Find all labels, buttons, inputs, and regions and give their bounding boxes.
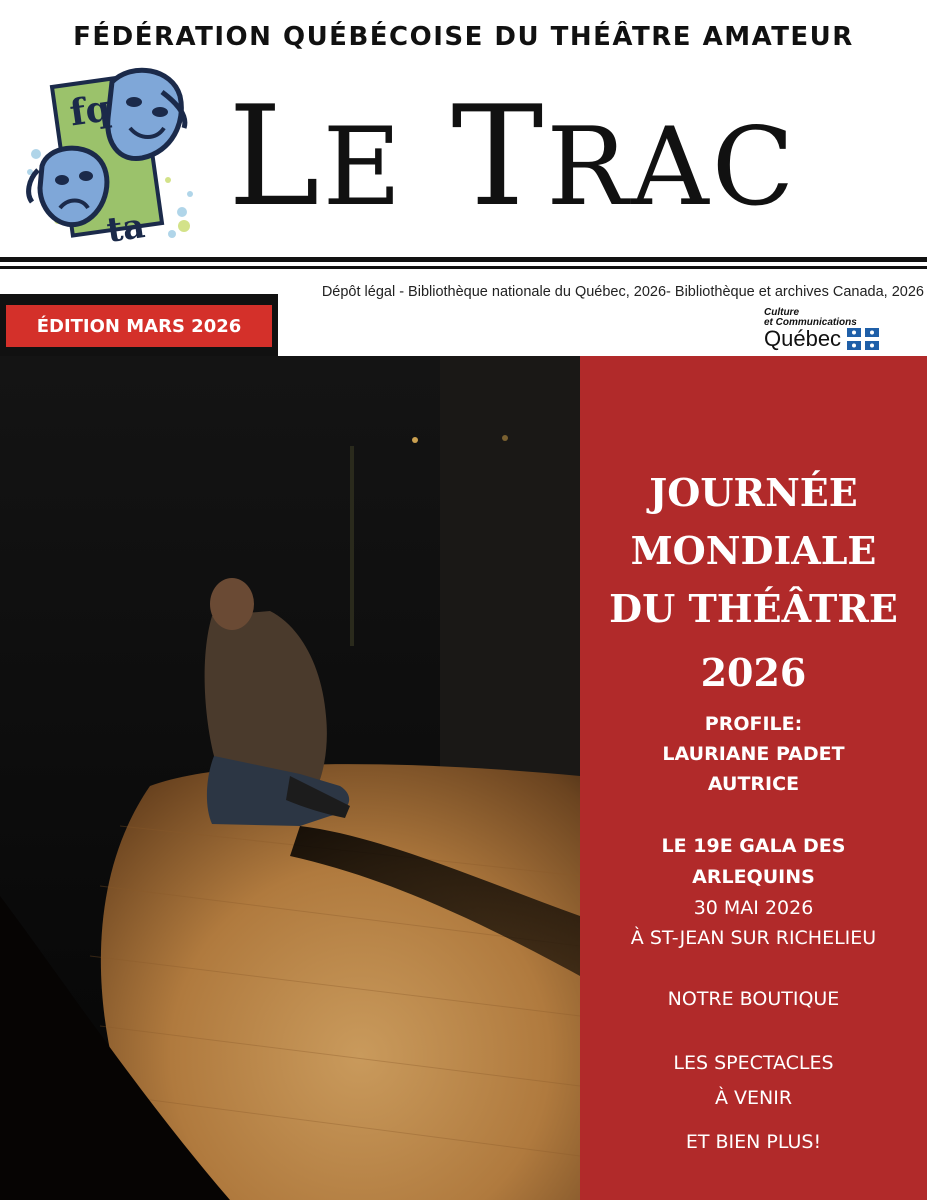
gala-place: À ST-JEAN SUR RICHELIEU [630,927,877,949]
sponsor-line-1: Culture [764,307,799,318]
legal-notice: Dépôt légal - Bibliothèque nationale du Québec, 2026- Bibliothèque et archives Canada, 2026 [321,284,924,300]
profile-role: AUTRICE [707,773,800,795]
title-letter-E: E [322,105,405,230]
masthead-title [228,76,798,243]
logo-text-bottom: ta [104,206,148,251]
header-rule-thick [0,257,927,262]
logo-text-top: fq [67,87,114,135]
shows-line-2: À VENIR [714,1087,793,1109]
gala-date: 30 MAI 2026 [693,897,814,919]
headline-year: 2026 [700,650,807,695]
title-letters-rac: RAC [546,105,798,230]
feature-panel [580,356,927,1200]
edition-badge: ÉDITION MARS 2026 [6,305,272,347]
gala-line-1: LE 19E GALA DES [661,835,846,857]
organization-name: FÉDÉRATION QUÉBÉCOISE DU THÉÂTRE AMATEUR [73,22,854,52]
headline-line-1: JOURNÉE [649,470,858,515]
headline-line-3: DU THÉÂTRE [609,586,898,631]
shows-line-1: LES SPECTACLES [673,1052,834,1074]
quebec-culture-logo [764,308,904,352]
profile-name: LAURIANE PADET [662,743,845,765]
header-rule-thin [0,266,927,269]
more-text: ET BIEN PLUS! [685,1131,822,1153]
cover-photo [0,356,580,1200]
sponsor-word: Québec [764,326,842,351]
fqta-logo [22,62,202,252]
title-letter-L: L [228,76,323,237]
boutique-link: NOTRE BOUTIQUE [667,988,840,1010]
quebec-flag-icon [847,328,879,350]
headline-line-2: MONDIALE [630,528,877,573]
gala-line-2: ARLEQUINS [692,866,815,888]
sponsor-line-2: et Communications [764,317,857,328]
title-letter-T: T [451,76,547,237]
profile-label: PROFILE: [704,713,803,735]
